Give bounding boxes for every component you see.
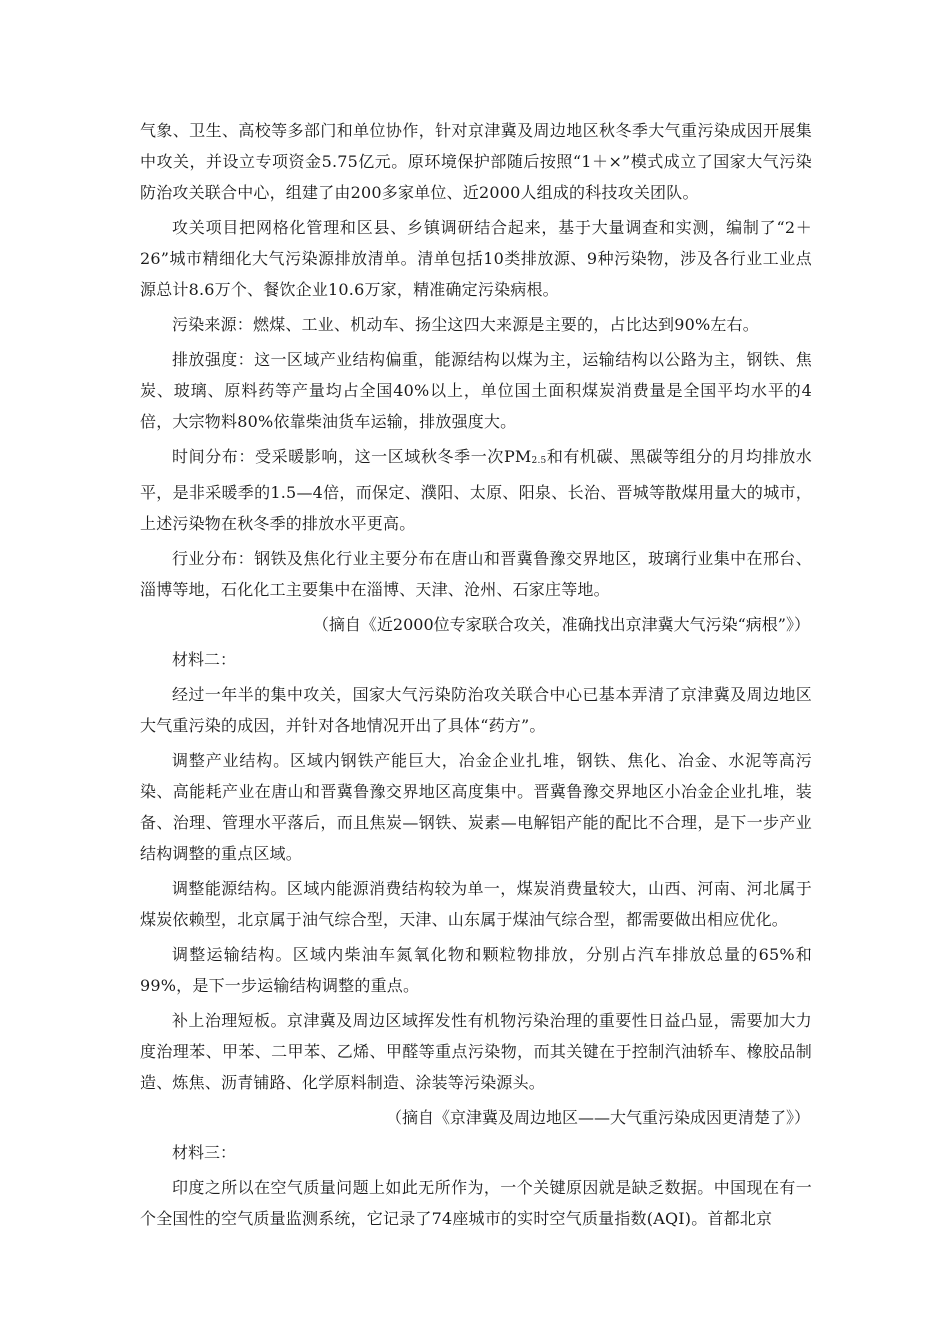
source-citation-2: （摘自《京津冀及周边地区——大气重污染成因更清楚了》）: [385, 1108, 810, 1127]
pm-subscript: 2.5: [531, 456, 547, 466]
paragraph-transport-structure: 调整运输结构。区域内柴油车氮氧化物和颗粒物排放，分别占汽车排放总量的65%和99%，是下一步运输结构调整的重点。: [140, 945, 812, 995]
material-two-heading: 材料二：: [172, 650, 237, 669]
paragraph-industry-structure: 调整产业结构。区域内钢铁产能巨大，冶金企业扎堆，钢铁、焦化、冶金、水泥等高污染、高能耗产业在唐山和晋冀鲁豫交界地区高度集中。晋冀鲁豫交界地区小冶金企业扎堆，装备、治理、管理水平落后，而且焦炭—钢铁、炭素—电解铝产能的配比不合理，是下一步产业结构调整的重点区域。: [140, 751, 812, 863]
paragraph-industry-distribution: 行业分布：钢铁及焦化行业主要分布在唐山和晋冀鲁豫交界地区，玻璃行业集中在邢台、淄博等地，石化化工主要集中在淄博、天津、沧州、石家庄等地。: [140, 549, 812, 599]
time-distribution-text-a: 时间分布：受采暖影响，这一区域秋冬季一次PM: [172, 447, 532, 466]
document-page: [140, 115, 812, 1238]
paragraph-continued: 气象、卫生、高校等多部门和单位协作，针对京津冀及周边地区秋冬季大气重污染成因开展集中攻关，并设立专项资金5.75亿元。原环境保护部随后按照“1＋×”模式成立了国家大气污染防治攻关联合中心，组建了由200多家单位、近2000人组成的科技攻关团队。: [140, 121, 812, 202]
paragraph-pollution-source: 污染来源：燃煤、工业、机动车、扬尘这四大来源是主要的，占比达到90%左右。: [172, 315, 759, 334]
time-distribution-text-b: 和有机碳、黑碳等组分的月均排放水平，是非采暖季的1.5—4倍，而保定、濮阳、太原、阳泉、长治、晋城等散煤用量大的城市，上述污染物在秋冬季的排放水平更高。: [140, 447, 812, 533]
paragraph-governance-shortfall: 补上治理短板。京津冀及周边区域挥发性有机物污染治理的重要性日益凸显，需要加大力度治理苯、甲苯、二甲苯、乙烯、甲醛等重点污染物，而其关键在于控制汽油轿车、橡胶品制造、炼焦、沥青铺路、化学原料制造、涂装等污染源头。: [140, 1011, 812, 1092]
paragraph-research-project: 攻关项目把网格化管理和区县、乡镇调研结合起来，基于大量调查和实测，编制了“2＋26”城市精细化大气污染源排放清单。清单包括10类排放源、9种污染物，涉及各行业工业点源总计8.6万个、餐饮企业10.6万家，精准确定污染病根。: [140, 218, 812, 299]
material-three-heading: 材料三：: [172, 1143, 237, 1162]
paragraph-material-three-intro: 印度之所以在空气质量问题上如此无所作为，一个关键原因就是缺乏数据。中国现在有一个全国性的空气质量监测系统，它记录了74座城市的实时空气质量指数(AQI)。首都北京: [140, 1178, 812, 1228]
paragraph-emission-intensity: 排放强度：这一区域产业结构偏重，能源结构以煤为主，运输结构以公路为主，钢铁、焦炭、玻璃、原料药等产量均占全国40%以上，单位国土面积煤炭消费量是全国平均水平的4倍，大宗物料80%依靠柴油货车运输，排放强度大。: [140, 350, 812, 431]
paragraph-energy-structure: 调整能源结构。区域内能源消费结构较为单一，煤炭消费量较大，山西、河南、河北属于煤炭依赖型，北京属于油气综合型，天津、山东属于煤油气综合型，都需要做出相应优化。: [140, 879, 812, 929]
paragraph-time-distribution: [140, 441, 812, 539]
paragraph-material-two-intro: 经过一年半的集中攻关，国家大气污染防治攻关联合中心已基本弄清了京津冀及周边地区大气重污染的成因，并针对各地情况开出了具体“药方”。: [140, 685, 812, 735]
source-citation-1: （摘自《近2000位专家联合攻关，准确找出京津冀大气污染“病根”》）: [312, 615, 810, 634]
